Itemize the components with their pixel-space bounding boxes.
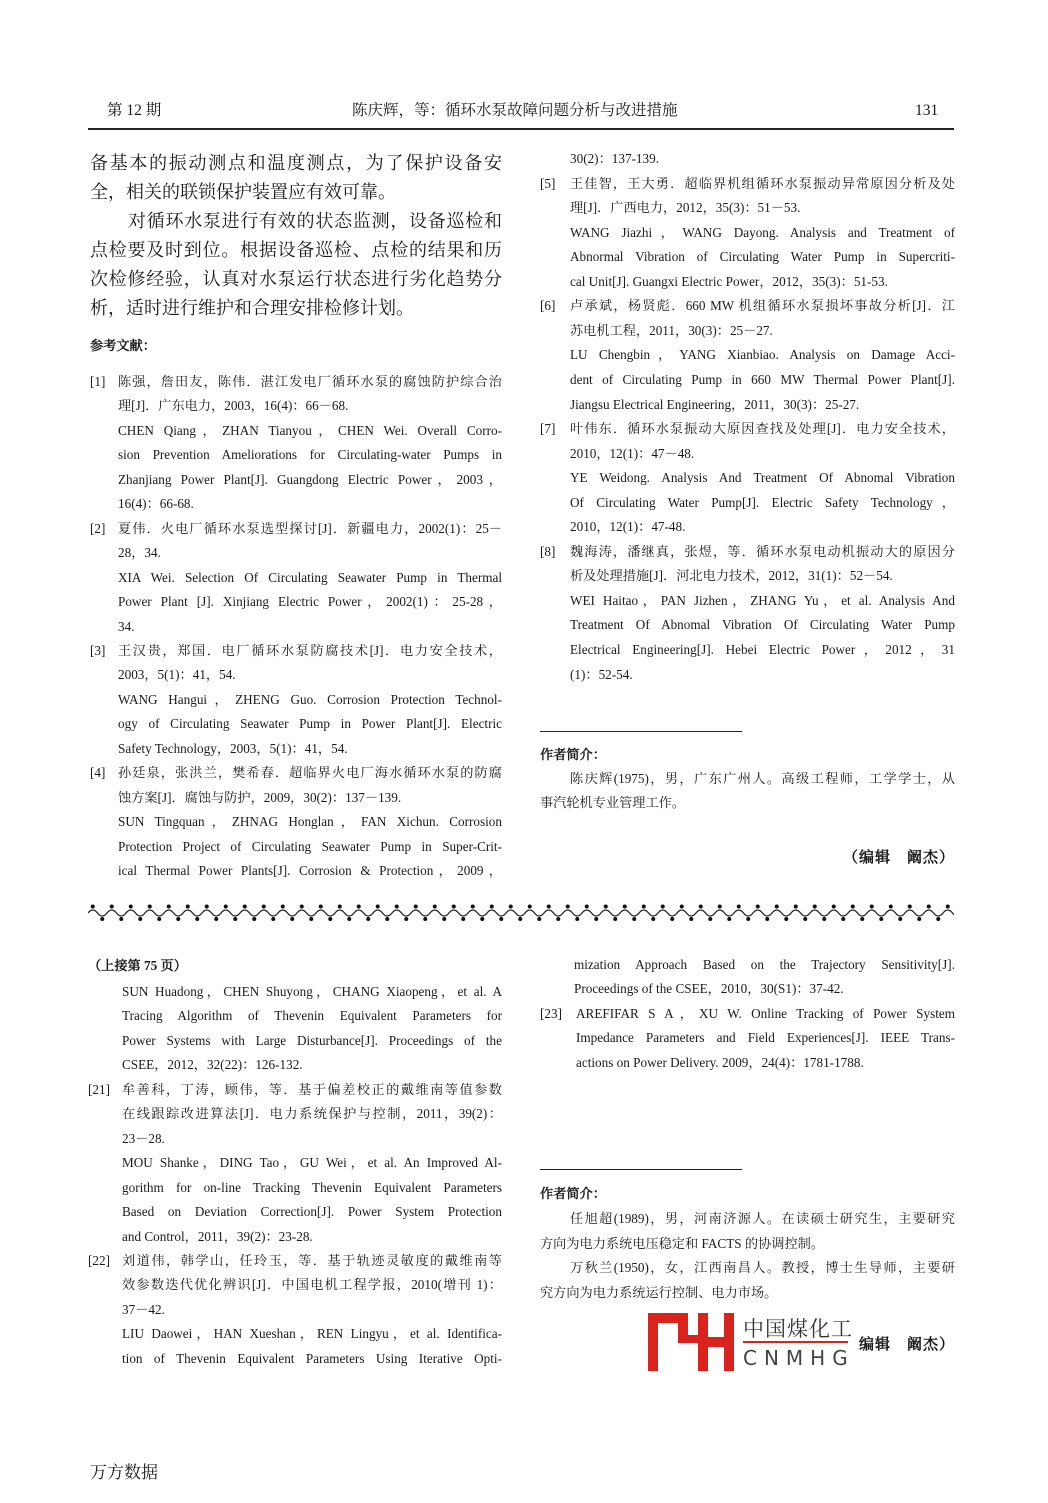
- body-text-line: 对循环水泵进行有效的状态监测，设备巡检和: [128, 211, 502, 231]
- wave-dot: [214, 917, 218, 921]
- wave-dot: [642, 905, 646, 909]
- reference-line: Electrical Engineering[J]. Hebei Electric Power，2012，31: [570, 642, 955, 657]
- wave-dot: [908, 905, 912, 909]
- reference-line: 刘道伟，韩学山，任玲玉，等．基于轨迹灵敏度的戴维南等: [122, 1252, 502, 1268]
- reference-line: 2003，5(1)：41，54.: [118, 667, 236, 683]
- continued-from-heading: （上接第 75 页）: [88, 958, 187, 973]
- reference-line: YE Weidong. Analysis And Treatment Of Abnomal Vibration: [570, 470, 955, 486]
- wave-dot: [680, 905, 684, 909]
- wave-dot: [433, 905, 437, 909]
- wave-dot: [148, 905, 152, 909]
- wave-dot: [395, 905, 399, 909]
- wave-dot: [699, 905, 703, 909]
- wave-dot: [471, 905, 475, 909]
- wave-dot: [518, 917, 522, 921]
- reference-line: 孙廷泉，张洪兰，樊希春．超临界火电厂海水循环水泵的防腐: [118, 765, 502, 781]
- wave-dot: [376, 905, 380, 909]
- wave-dot: [718, 905, 722, 909]
- wave-dot: [528, 905, 532, 909]
- wave-dot: [357, 905, 361, 909]
- wave-dot: [195, 917, 199, 921]
- body-text-line: 全，相关的联锁保护装置应有效可靠。: [90, 182, 396, 202]
- wave-dot: [879, 917, 883, 921]
- reference-line: gorithm for on-line Tracking Thevenin Equivalent Parameters: [122, 1179, 502, 1195]
- reference-line: sion Prevention Ameliorations for Circulating-water Pumps in: [118, 447, 502, 463]
- reference-number: [4]: [90, 765, 106, 781]
- wave-dot: [765, 917, 769, 921]
- author-heading: 作者简介：: [540, 747, 606, 762]
- reference-line: SUN Tingquan，ZHNAG Honglan，FAN Xichun. Corrosion: [118, 814, 502, 830]
- reference-line: 夏伟．火电厂循环水泵选型探讨[J]．新疆电力，2002(1)：25－: [118, 520, 502, 536]
- reference-line: 王汉贵，郑国．电厂循环水泵防腐技术[J]．电力安全技术，: [118, 642, 502, 658]
- wave-dot: [537, 917, 541, 921]
- wave-dot: [832, 905, 836, 909]
- wave-dot: [252, 917, 256, 921]
- reference-line: 28，34.: [118, 545, 161, 561]
- logo-text: 中国煤化工: [743, 1317, 853, 1341]
- reference-line: 卢承斌，杨贤彪．660 MW 机组循环水泵损坏事故分析[J]．江: [570, 298, 955, 314]
- wave-dot: [423, 917, 427, 921]
- reference-line: tion of Thevenin Equivalent Parameters Using Iterative Opti-: [122, 1350, 502, 1366]
- body-text-line: 析，适时进行维护和合理安排检修计划。: [90, 298, 414, 318]
- wave-dot: [167, 905, 171, 909]
- wave-dot: [870, 905, 874, 909]
- wave-dot: [556, 917, 560, 921]
- header-rule: [88, 128, 954, 130]
- reference-line: 魏海涛，潘继真，张煜，等．循环水泵电动机振动大的原因分: [570, 543, 955, 559]
- reference-line: Based on Deviation Correction[J]. Power System Protection: [122, 1204, 502, 1220]
- references-heading: 参考文献：: [90, 338, 156, 353]
- reference-line: Of Circulating Water Pump[J]. Electric Safety Technology，: [570, 494, 955, 510]
- reference-line: 在线跟踪改进算法[J]．电力系统保护与控制，2011，39(2)：: [122, 1106, 502, 1122]
- reference-line: 2010，12(1)：47-48.: [570, 519, 686, 535]
- footnote-rule: [540, 731, 742, 732]
- reference-line: AREFIFAR S A，XU W. Online Tracking of Power System: [576, 1005, 955, 1021]
- author-bio-line: 陈庆辉(1975)，男，广东广州人。高级工程师，工学学士，从: [570, 771, 955, 786]
- reference-line: Proceedings of the CSEE，2010，30(S1)：37-42.: [574, 981, 844, 997]
- wave-dot: [813, 905, 817, 909]
- wave-dot: [366, 917, 370, 921]
- wave-dot: [898, 917, 902, 921]
- reference-line: (1)：52-54.: [570, 666, 633, 682]
- reference-line: 牟善科，丁涛，顾伟，等．基于偏差校正的戴维南等值参数: [122, 1081, 502, 1097]
- reference-line: WANG Hangui，ZHENG Guo. Corrosion Protection Technol-: [118, 691, 502, 707]
- wave-dot: [100, 917, 104, 921]
- wave-dot: [661, 905, 665, 909]
- reference-number: [7]: [540, 421, 556, 437]
- reference-line: and Control，2011，39(2)：23-28.: [122, 1228, 313, 1244]
- section-divider: [88, 904, 954, 922]
- wave-dot: [889, 905, 893, 909]
- wave-dot: [157, 917, 161, 921]
- author-bio-line: 任旭超(1989)，男，河南济源人。在读硕士研究生，主要研究: [570, 1211, 955, 1226]
- reference-line: 2010，12(1)：47－48.: [570, 445, 695, 461]
- wave-dot: [110, 905, 114, 909]
- author-bio-line: 事汽轮机专业管理工作。: [540, 795, 686, 810]
- wave-dot: [575, 917, 579, 921]
- reference-line: ical Thermal Power Plants[J]. Corrosion & Protection，2009，: [118, 863, 502, 878]
- body-text-line: 次检修经验，认真对水泵运行状态进行劣化趋势分: [90, 269, 502, 289]
- editor-credit: （编辑 阚杰）: [842, 850, 955, 866]
- reference-line: actions on Power Delivery. 2009，24(4)：1781-1788.: [576, 1054, 864, 1070]
- wave-dot: [632, 917, 636, 921]
- wave-dot: [623, 905, 627, 909]
- wave-dot: [936, 917, 940, 921]
- reference-line: Jiangsu Electrical Engineering，2011，30(3)：25-27.: [570, 396, 860, 412]
- wave-dot: [784, 917, 788, 921]
- reference-line: 陈强，詹田友，陈伟．湛江发电厂循环水泵的腐蚀防护综合治: [118, 374, 502, 389]
- wave-dot: [746, 917, 750, 921]
- wave-dot: [822, 917, 826, 921]
- wave-dot: [328, 917, 332, 921]
- reference-line: dent of Circulating Pump in 660 MW Thermal Power Plant[J].: [570, 371, 955, 387]
- reference-line: 析及处理措施[J]．河北电力技术，2012，31(1)：52－54.: [570, 568, 893, 584]
- reference-line: 30(2)：137-139.: [570, 151, 660, 166]
- body-text-line: 备基本的振动测点和温度测点，为了保护设备安: [90, 153, 502, 173]
- wave-dot: [708, 917, 712, 921]
- reference-line: MOU Shanke，DING Tao，GU Wei，et al. An Improved Al-: [122, 1155, 502, 1171]
- reference-line: 34.: [118, 618, 135, 634]
- page-number: 131: [915, 102, 939, 119]
- reference-line: 37－42.: [122, 1301, 165, 1317]
- wave-dot: [404, 917, 408, 921]
- wave-dot: [670, 917, 674, 921]
- wave-dot: [176, 917, 180, 921]
- wave-dot: [737, 905, 741, 909]
- reference-line: 16(4)：66-68.: [118, 496, 194, 512]
- reference-line: Abnormal Vibration of Circulating Water Pump in Supercriti-: [570, 249, 955, 265]
- reference-line: 理[J]．广东电力，2003，16(4)：66－68.: [118, 398, 349, 414]
- reference-number: [8]: [540, 543, 556, 559]
- wave-dot: [803, 917, 807, 921]
- wave-dot: [138, 917, 142, 921]
- reference-line: 叶伟东．循环水泵振动大原因查找及处理[J]．电力安全技术，: [570, 421, 955, 437]
- wave-dot: [499, 917, 503, 921]
- wave-dot: [566, 905, 570, 909]
- wave-dot: [347, 917, 351, 921]
- wave-dot: [233, 917, 237, 921]
- reference-line: CSEE，2012，32(22)：126-132.: [122, 1057, 303, 1073]
- wave-dot: [946, 905, 950, 909]
- reference-line: 王佳智，王大勇．超临界机组循环水泵振动异常原因分析及处: [570, 175, 955, 191]
- reference-line: Power Systems with Large Disturbance[J]. Proceedings of the: [122, 1032, 502, 1048]
- reference-number: [22]: [88, 1252, 110, 1268]
- reference-line: 蚀方案[J]．腐蚀与防护，2009，30(2)：137－139.: [118, 789, 402, 805]
- wave-dot: [385, 917, 389, 921]
- wave-dot: [756, 905, 760, 909]
- reference-line: WEI Haitao，PAN Jizhen，ZHANG Yu，et al. Analysis And: [570, 592, 955, 608]
- wave-dot: [794, 905, 798, 909]
- reference-line: Protection Project of Circulating Seawater Pump in Super-Crit-: [118, 838, 502, 854]
- wave-dot: [689, 917, 693, 921]
- author-bio-line: 万秋兰(1950)，女，江西南昌人。教授，博士生导师，主要研: [570, 1260, 955, 1275]
- wave-dot: [119, 917, 123, 921]
- wave-dot: [319, 905, 323, 909]
- wave-dot: [129, 905, 133, 909]
- logo-text: CNMHG: [743, 1346, 855, 1370]
- wave-dot: [300, 905, 304, 909]
- reference-line: Tracing Algorithm of Thevenin Equivalent Parameters for: [122, 1008, 502, 1024]
- reference-line: XIA Wei. Selection Of Circulating Seawater Pump in Thermal: [118, 569, 502, 585]
- wave-dot: [309, 917, 313, 921]
- wave-dot: [338, 905, 342, 909]
- reference-number: [6]: [540, 298, 556, 314]
- wave-line: [88, 910, 954, 916]
- wave-dot: [414, 905, 418, 909]
- reference-line: 苏电机工程，2011，30(3)：25－27.: [570, 322, 773, 338]
- reference-line: LIU Daowei，HAN Xueshan，REN Lingyu，et al. Identifica-: [122, 1326, 502, 1342]
- author-bio-line: 方向为电力系统电压稳定和 FACTS 的协调控制。: [540, 1235, 825, 1251]
- cnmhg-logo-icon: [648, 1313, 738, 1373]
- reference-line: 23－28.: [122, 1130, 165, 1146]
- wave-dot: [452, 905, 456, 909]
- wave-dot: [927, 905, 931, 909]
- editor-credit: 编辑 阚杰）: [858, 1337, 955, 1353]
- reference-line: 理[J]．广西电力，2012，35(3)：51－53.: [570, 200, 801, 216]
- reference-line: Impedance Parameters and Field Experiences[J]. IEEE Trans-: [576, 1030, 955, 1046]
- reference-number: [5]: [540, 175, 556, 191]
- reference-line: Power Plant [J]. Xinjiang Electric Power，2002(1)：25-28，: [118, 594, 502, 610]
- wave-dot: [186, 905, 190, 909]
- reference-line: CHEN Qiang，ZHAN Tianyou，CHEN Wei. Overall Corro-: [118, 422, 502, 438]
- wave-dot: [243, 905, 247, 909]
- reference-line: SUN Huadong，CHEN Shuyong，CHANG Xiaopeng，et al. A: [122, 984, 502, 999]
- reference-line: cal Unit[J]. Guangxi Electric Power，2012，35(3)：51-53.: [570, 273, 888, 289]
- reference-line: Safety Technology，2003，5(1)：41，54.: [118, 740, 348, 756]
- wave-dot: [594, 917, 598, 921]
- wave-dot: [727, 917, 731, 921]
- wave-dot: [613, 917, 617, 921]
- body-text-line: 点检要及时到位。根据设备巡检、点检的结果和历: [90, 240, 502, 260]
- wave-dot: [651, 917, 655, 921]
- wave-dot: [281, 905, 285, 909]
- reference-line: Treatment Of Abnomal Vibration Of Circulating Water Pump: [570, 617, 955, 633]
- issue-number: 第 12 期: [107, 102, 162, 119]
- reference-line: Zhanjiang Power Plant[J]. Guangdong Electric Power，2003，: [118, 471, 502, 487]
- wave-dot: [205, 905, 209, 909]
- logo-rule: [743, 1341, 848, 1343]
- reference-line: 效参数迭代优化辨识[J]．中国电机工程学报，2010(增刊 1)：: [122, 1277, 502, 1293]
- reference-number: [2]: [90, 520, 106, 536]
- wave-dot: [442, 917, 446, 921]
- wave-dot: [461, 917, 465, 921]
- wave-dot: [585, 905, 589, 909]
- wave-dot: [509, 905, 513, 909]
- wave-dot: [917, 917, 921, 921]
- reference-line: mization Approach Based on the Trajectory Sensitivity[J].: [574, 957, 955, 972]
- footer-source: 万方数据: [90, 1463, 158, 1482]
- wave-dot: [262, 905, 266, 909]
- wave-dot: [91, 905, 95, 909]
- wave-dot: [224, 905, 228, 909]
- footnote-rule: [540, 1169, 742, 1170]
- wave-dot: [290, 917, 294, 921]
- wave-dot: [271, 917, 275, 921]
- wave-dot: [860, 917, 864, 921]
- reference-number: [1]: [90, 374, 106, 389]
- reference-line: WANG Jiazhi，WANG Dayong. Analysis and Treatment of: [570, 224, 955, 240]
- running-title: 陈庆辉，等：循环水泵故障问题分析与改进措施: [352, 102, 678, 119]
- wave-dot: [775, 905, 779, 909]
- wave-dot: [851, 905, 855, 909]
- wave-dot: [547, 905, 551, 909]
- wave-dot: [841, 917, 845, 921]
- reference-line: LU Chengbin，YANG Xianbiao. Analysis on Damage Acci-: [570, 347, 955, 363]
- wave-dot: [480, 917, 484, 921]
- reference-number: [21]: [88, 1081, 110, 1097]
- reference-line: ogy of Circulating Seawater Pump in Power Plant[J]. Electric: [118, 716, 502, 732]
- reference-number: [3]: [90, 642, 106, 658]
- author-heading: 作者简介：: [540, 1186, 606, 1201]
- author-bio-line: 究方向为电力系统运行控制、电力市场。: [540, 1284, 778, 1300]
- wave-dot: [490, 905, 494, 909]
- wave-dot: [604, 905, 608, 909]
- reference-number: [23]: [540, 1005, 562, 1021]
